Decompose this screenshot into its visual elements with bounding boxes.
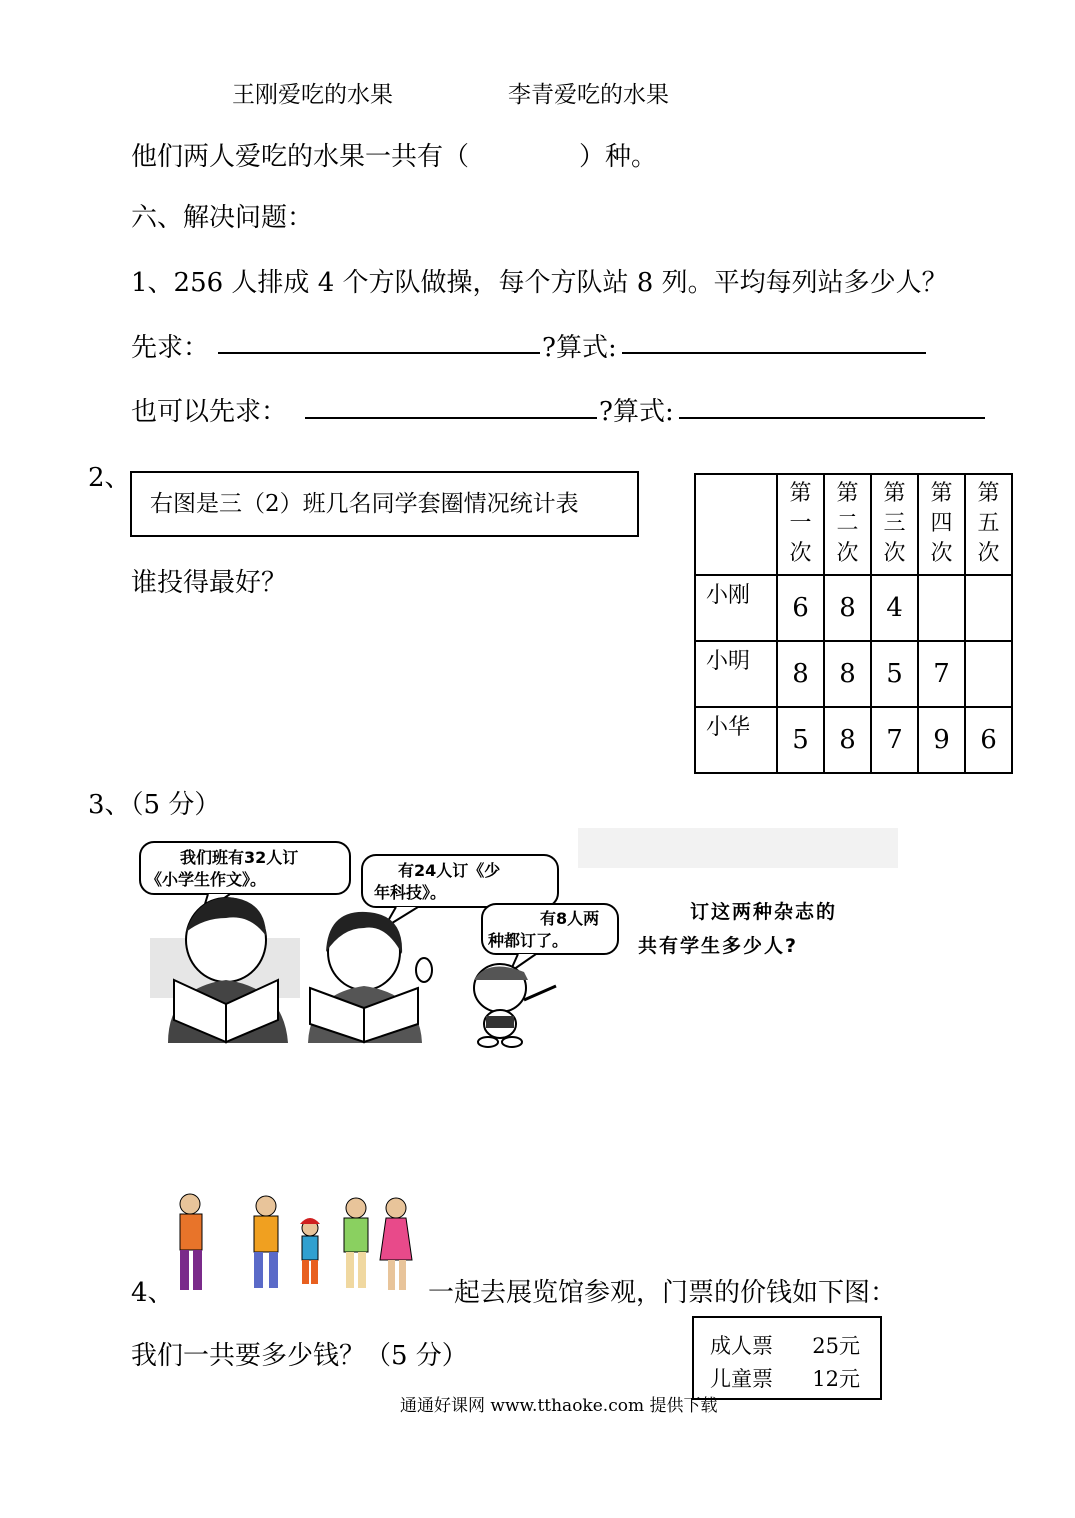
table-header-attempt-2 <box>824 474 871 575</box>
q3-question-line-2: 共有学生多少人? <box>638 935 799 957</box>
header-char: 第 <box>789 481 812 506</box>
score-cell: 8 <box>824 575 871 641</box>
header-char: 次 <box>883 541 906 566</box>
score-cell <box>965 575 1012 641</box>
header-char: 一 <box>789 511 812 536</box>
grandpa-figure <box>254 1196 278 1288</box>
header-char: 次 <box>930 541 953 566</box>
q2-info-box <box>130 471 639 537</box>
score-cell: 8 <box>777 641 824 707</box>
table-header-attempt-1 <box>777 474 824 575</box>
score-cell <box>965 641 1012 707</box>
q1-line1-mid: ?算式: <box>542 333 617 363</box>
score-cell <box>918 575 965 641</box>
score-cell: 7 <box>918 641 965 707</box>
student-name-cell: 小刚 <box>695 575 777 641</box>
price-label: 成人票 <box>710 1334 773 1358</box>
score-cell: 8 <box>824 641 871 707</box>
q1-answer-line-2b[interactable] <box>679 417 985 419</box>
score-cell: 6 <box>777 575 824 641</box>
fruit-question-before: 他们两人爱吃的水果一共有（ <box>131 142 470 172</box>
score-cell: 6 <box>965 707 1012 773</box>
table-header-attempt-4 <box>918 474 965 575</box>
table-row <box>695 707 1012 773</box>
fruit-count-question <box>131 136 657 173</box>
bubble-3-line-2: 种都订了。 <box>488 931 569 950</box>
background-smudge <box>578 828 898 868</box>
table-row <box>695 575 1012 641</box>
score-cell: 8 <box>824 707 871 773</box>
q1-answer-line-2a[interactable] <box>305 417 597 419</box>
grandma-figure <box>344 1198 368 1288</box>
q1-line1-prefix: 先求： <box>131 333 210 363</box>
header-char: 二 <box>836 511 859 536</box>
header-char: 次 <box>789 541 812 566</box>
price-value: 25元 <box>812 1334 860 1358</box>
score-cell: 4 <box>871 575 918 641</box>
q3-label: 3、（5 分） <box>88 790 221 820</box>
q4-text: 一起去展览馆参观，门票的价钱如下图： <box>428 1278 897 1308</box>
q2-number: 2、 <box>88 463 131 493</box>
fruit-caption-right: 李青爱吃的水果 <box>508 82 669 108</box>
q1-text: 1、256 人排成 4 个方队做操，每个方队站 8 列。平均每列站多少人？ <box>131 268 948 298</box>
bubble-2-line-2: 年科技》。 <box>374 883 447 902</box>
bubble-1-line-1: 我们班有32人订 <box>180 848 299 867</box>
boy-reading-figure <box>150 898 300 1043</box>
table-row <box>695 641 1012 707</box>
header-char: 第 <box>930 481 953 506</box>
q2-box-text: 右图是三（2）班几名同学套圈情况统计表 <box>150 491 579 517</box>
student-name-cell: 小华 <box>695 707 777 773</box>
price-row-adult <box>710 1330 870 1360</box>
score-cell: 5 <box>871 641 918 707</box>
header-char: 次 <box>977 541 1000 566</box>
price-label: 儿童票 <box>710 1367 773 1391</box>
bubble-1-line-2: 《小学生作文》。 <box>146 870 267 889</box>
score-cell: 7 <box>871 707 918 773</box>
header-char: 四 <box>930 511 953 536</box>
ticket-price-box <box>692 1316 882 1400</box>
q1-line2-mid: ?算式: <box>599 397 674 427</box>
table-header-attempt-3 <box>871 474 918 575</box>
magazine-illustration <box>138 828 898 1053</box>
price-value: 12元 <box>812 1367 860 1391</box>
q1-line2-prefix: 也可以先求： <box>131 397 288 427</box>
table-header-attempt-5 <box>965 474 1012 575</box>
header-char: 三 <box>883 511 906 536</box>
section-6-title: 六、解决问题： <box>131 203 314 233</box>
fruit-caption-left: 王刚爱吃的水果 <box>232 82 393 108</box>
family-group-illustration <box>168 1190 423 1298</box>
q1-answer-line-1a[interactable] <box>218 352 540 354</box>
header-char: 第 <box>883 481 906 506</box>
header-char: 五 <box>977 511 1000 536</box>
bubble-2-line-1: 有24人订《少 <box>398 861 501 880</box>
bubble-3-line-1: 有8人两 <box>540 909 600 928</box>
table-header-row <box>695 474 1012 575</box>
page-footer: 通通好课网 www.tthaoke.com 提供下载 <box>400 1396 718 1416</box>
student-name-cell: 小明 <box>695 641 777 707</box>
score-cell: 9 <box>918 707 965 773</box>
q4-number: 4、 <box>131 1278 174 1308</box>
woman-figure <box>380 1198 412 1290</box>
man-figure <box>180 1194 202 1290</box>
header-char: 第 <box>836 481 859 506</box>
q3-question-line-1: 订这两种杂志的 <box>690 901 838 923</box>
header-char: 第 <box>977 481 1000 506</box>
table-corner-cell <box>695 474 777 575</box>
child-figure <box>300 1218 320 1284</box>
fruit-question-after: ）种。 <box>579 142 658 172</box>
price-row-child <box>710 1363 870 1393</box>
header-char: 次 <box>836 541 859 566</box>
q1-answer-line-1b[interactable] <box>622 352 926 354</box>
cartoon-kid-figure <box>474 964 556 1047</box>
q4-question: 我们一共要多少钱？（5 分） <box>131 1341 468 1371</box>
q2-question: 谁投得最好？ <box>131 568 288 598</box>
girl-reading-figure <box>308 912 432 1043</box>
score-cell: 5 <box>777 707 824 773</box>
ring-toss-table <box>694 473 1013 774</box>
